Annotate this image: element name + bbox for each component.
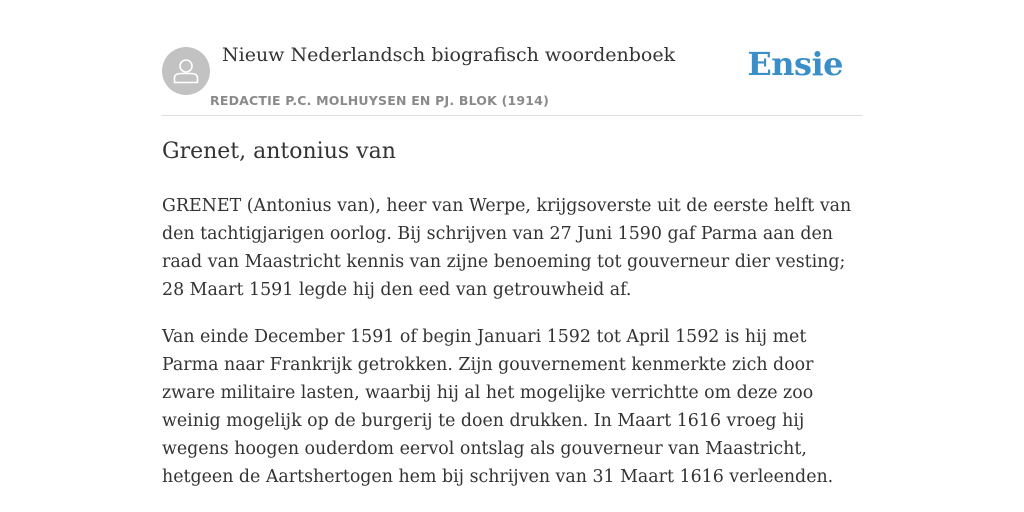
user-placeholder-icon[interactable] — [162, 47, 210, 95]
entry-paragraph: GRENET (Antonius van), heer van Werpe, krijgsoverste uit de eerste helft van den tachtigjarigen oorlog. Bij schrijven van 27 Juni 1590 gaf Parma aan den raad van Maastricht kennis van zijne benoeming tot gouverneur dier vesting; 28 Maart 1591 legde hij den eed van getrouwheid af. — [162, 196, 852, 300]
source-editors: REDACTIE P.C. MOLHUYSEN EN PJ. BLOK (1914) — [210, 93, 549, 108]
entry-title: Grenet, antonius van — [162, 139, 396, 164]
source-title[interactable]: Nieuw Nederlandsch biografisch woordenboek — [222, 44, 676, 66]
ensie-logo[interactable]: Ensie — [747, 45, 843, 83]
entry-paragraph: Van einde December 1591 of begin Januari 1592 tot April 1592 is hij met Parma naar Frankrijk getrokken. Zijn gouvernement kenmerkte zich door zware militaire lasten, waarbij hij al het mogelijke verrichtte om deze zoo weinig mogelijk op de burgerij te doen drukken. In Maart 1616 vroeg hij wegens hoogen ouderdom eervol ontslag als gouverneur van Maastricht, hetgeen de Aartshertogen hem bij schrijven van 31 Maart 1616 verleenden. — [162, 327, 834, 487]
entry-card — [162, 0, 862, 487]
source-header — [162, 0, 862, 116]
